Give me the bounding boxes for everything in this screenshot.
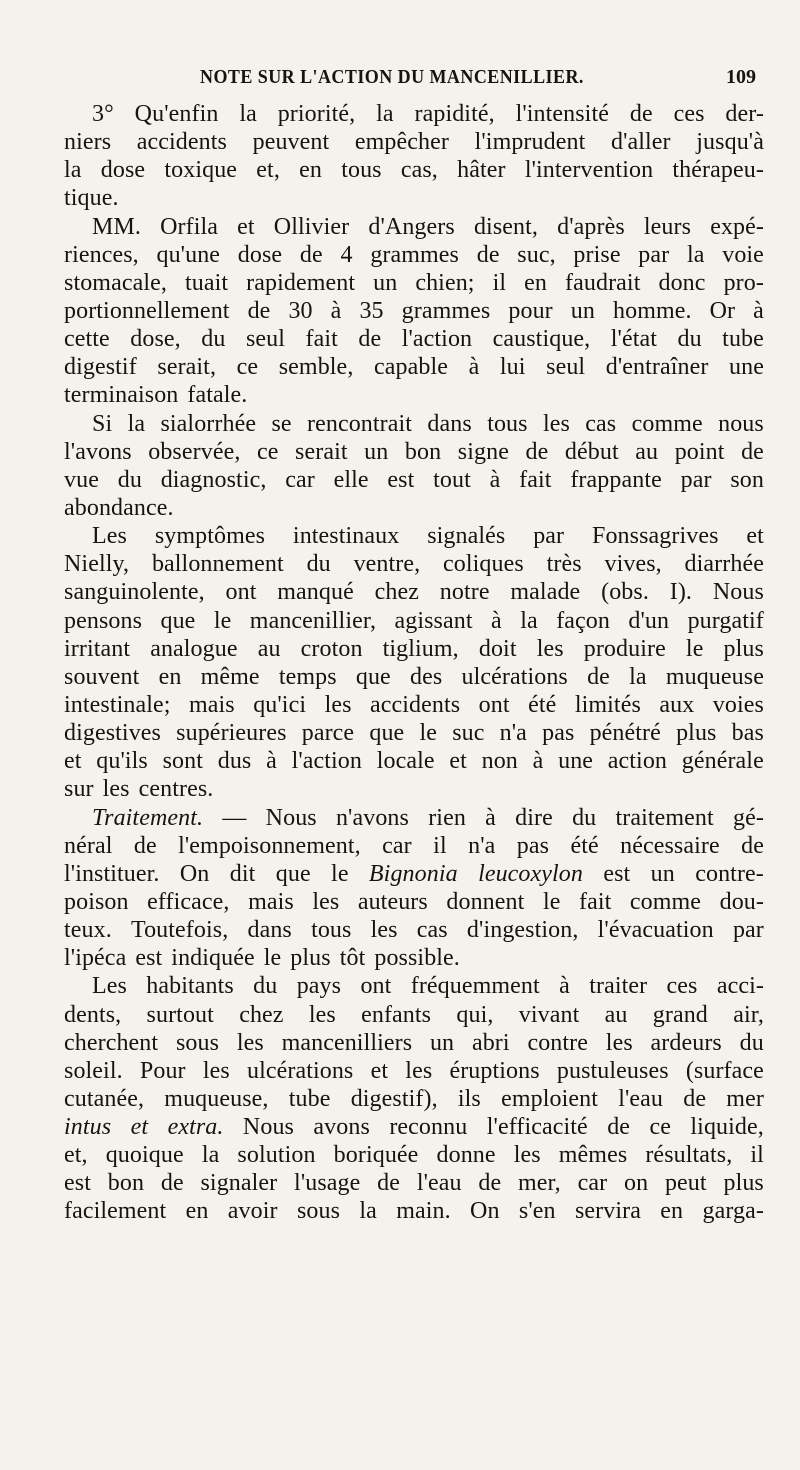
text-line: digestives supérieures parce que le suc n'a pas pénétré plus bas	[64, 720, 764, 747]
text-line: teux. Toutefois, dans tous les cas d'ingestion, l'évacuation par	[64, 917, 764, 944]
text-line: Nielly, ballonnement du ventre, coliques très vives, diarrhée	[64, 551, 764, 578]
text-line: cette dose, du seul fait de l'action caustique, l'état du tube	[64, 326, 764, 353]
text-line: facilement en avoir sous la main. On s'en servira en garga-	[64, 1198, 764, 1225]
text-line: l'ipéca est indiquée le plus tôt possible.	[64, 945, 460, 972]
text-line: dents, surtout chez les enfants qui, vivant au grand air,	[64, 1001, 764, 1028]
text-line: Les symptômes intestinaux signalés par Fonssagrives et	[92, 523, 764, 550]
page-number: 109	[726, 66, 756, 88]
text-line: niers accidents peuvent empêcher l'imprudent d'aller jusqu'à	[64, 129, 764, 156]
text-line: la dose toxique et, en tous cas, hâter l'intervention thérapeu-	[64, 157, 764, 184]
text-line: 3° Qu'enfin la priorité, la rapidité, l'intensité de ces der-	[92, 101, 764, 127]
page-header	[0, 66, 800, 96]
text-line: Traitement. — Nous n'avons rien à dire du traitement gé-	[92, 804, 764, 831]
text-line: est bon de signaler l'usage de l'eau de mer, car on peut plus	[64, 1170, 764, 1197]
text-line: souvent en même temps que des ulcérations de la muqueuse	[64, 663, 764, 690]
text-line: l'avons observée, ce serait un bon signe de début au point de	[64, 438, 764, 465]
text-line: stomacale, tuait rapidement un chien; il en faudrait donc pro-	[64, 269, 764, 296]
text-line: néral de l'empoisonnement, car il n'a pas été nécessaire de	[64, 832, 764, 859]
text-line: intestinale; mais qu'ici les accidents ont été limités aux voies	[64, 691, 764, 718]
text-line: abondance.	[64, 494, 174, 521]
running-title: NOTE SUR L'ACTION DU MANCENILLIER.	[200, 66, 584, 88]
text-line: Si la sialorrhée se rencontrait dans tous les cas comme nous	[92, 410, 764, 437]
text-line: terminaison fatale.	[64, 382, 248, 409]
body-text	[64, 100, 764, 1226]
text-line: sur les centres.	[64, 776, 214, 803]
text-line: cherchent sous les mancenilliers un abri contre les ardeurs du	[64, 1029, 764, 1056]
text-line: digestif serait, ce semble, capable à lui seul d'entraîner une	[64, 354, 764, 381]
text-line: riences, qu'une dose de 4 grammes de suc, prise par la voie	[64, 241, 764, 268]
text-line: l'instituer. On dit que le Bignonia leucoxylon est un contre-	[64, 860, 764, 887]
text-line: pensons que le mancenillier, agissant à la façon d'un purgatif	[64, 607, 764, 634]
text-line: irritant analogue au croton tiglium, doit les produire le plus	[64, 635, 764, 662]
text-line: cutanée, muqueuse, tube digestif), ils emploient l'eau de mer	[64, 1085, 764, 1112]
text-line: tique.	[64, 185, 119, 212]
text-line: poison efficace, mais les auteurs donnent le fait comme dou-	[64, 888, 764, 915]
text-line: Les habitants du pays ont fréquemment à traiter ces acci-	[92, 973, 764, 1000]
text-line: vue du diagnostic, car elle est tout à fait frappante par son	[64, 466, 764, 493]
text-line: portionnellement de 30 à 35 grammes pour un homme. Or à	[64, 297, 764, 324]
text-line: MM. Orfila et Ollivier d'Angers disent, d'après leurs expé-	[92, 213, 764, 240]
text-line: intus et extra. Nous avons reconnu l'efficacité de ce liquide,	[64, 1114, 764, 1141]
text-line: et qu'ils sont dus à l'action locale et non à une action générale	[64, 748, 764, 775]
text-line: sanguinolente, ont manqué chez notre malade (obs. I). Nous	[64, 579, 764, 606]
text-line: soleil. Pour les ulcérations et les éruptions pustuleuses (surface	[64, 1057, 764, 1084]
text-line: et, quoique la solution boriquée donne les mêmes résultats, il	[64, 1142, 764, 1169]
